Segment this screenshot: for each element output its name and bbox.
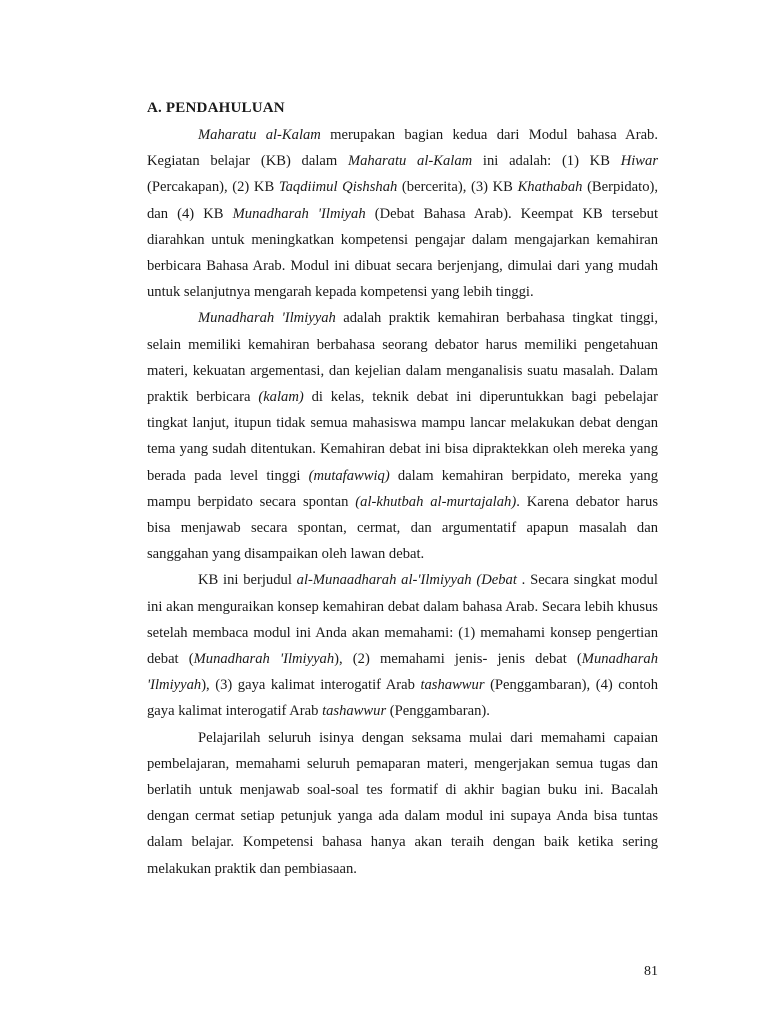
text-run: ), (2) memahami jenis- jenis debat ( [334,651,582,668]
italic-term: Munadharah 'Ilmiyyah [193,651,335,668]
text-run: (Debat Bahasa Arab). Keempat KB tersebut diarahkan untuk meningkatkan kompetensi pengajar dalam mengajarkan kemahiran berbicara Bahasa Arab. Modul ini dibuat secara berjenjang, dimulai dari yang mudah untuk selanjutnya mengarah kepada kompetensi yang lebih tinggi. [147,205,658,301]
italic-term: Hiwar [620,153,659,170]
paragraph-1 [147,122,658,305]
text-run: (bercerita), (3) KB [397,179,518,196]
text-run: ), (3) gaya kalimat interogatif Arab [201,677,421,694]
italic-term: Munadharah 'Ilmiyah [232,205,366,222]
italic-term: Munadharah 'Ilmiyyah [147,651,658,694]
section-heading: A. PENDAHULUAN [147,100,285,116]
italic-term: Khathabah [517,179,583,196]
italic-term: Munadharah 'Ilmiyyah [198,310,336,327]
italic-term: Taqdiimul Qishshah [278,179,398,196]
paragraph-4 [147,725,658,882]
text-run: . Secara singkat modul ini akan menguraikan konsep kemahiran debat dalam bahasa Arab. Secara lebih khusus setelah membaca modul ini Anda akan memahami: (1) memahami konsep pengertian debat ( [147,572,658,668]
italic-term: tashawwur [420,677,485,694]
text-run: . Karena debator harus bisa menjawab secara spontan, cermat, dan argumentatif apapun masalah dan sanggahan yang disampaikan oleh lawan debat. [147,493,659,563]
text-run: adalah praktik kemahiran berbahasa tingkat tinggi, selain memiliki kemahiran berbahasa seorang debator harus memiliki pengetahuan materi, kekuatan argementasi, dan kejelian dalam menganalisis suatu masalah. Dalam praktik berbicara [147,310,658,406]
italic-term: tashawwur [322,703,387,720]
page-number: 81 [644,964,658,979]
text-run: Pelajarilah seluruh isinya dengan seksama mulai dari memahami capaian pembelajaran, memahami seluruh pemaparan materi, mengerjakan semua tugas dan berlatih untuk menjawab soal-soal tes formatif di akhir bagian buku ini. Bacalah dengan cermat setiap petunjuk yanga ada dalam modul ini supaya Anda bisa tuntas dalam belajar. Kompetensi bahasa hanya akan teraih dengan baik ketika sering melakukan praktik dan pembiasaan. [147,729,658,877]
text-run: KB ini berjudul [198,572,297,589]
text-run: ini adalah: (1) KB [472,153,621,170]
text-run: merupakan bagian kedua dari Modul bahasa Arab. Kegiatan belajar (KB) dalam [147,127,659,170]
text-run: (Percakapan), (2) KB [147,179,279,196]
italic-term: Maharatu al-Kalam [347,153,473,170]
text-run: (Penggambaran), (4) contoh gaya kalimat interogatif Arab [147,677,658,720]
text-run: (Penggambaran). [386,703,490,720]
italic-term: Maharatu al-Kalam [198,127,321,143]
text-run: di kelas, teknik debat ini diperuntukkan bagi pebelajar tingkat lanjut, itupun tidak semua mahasiswa mampu lancar melakukan debat dengan tema yang sudah ditentukan. Kemahiran debat ini bisa dipraktekkan oleh mereka yang berada pada level tinggi [147,389,658,484]
body-text [147,122,658,882]
italic-term: (al-khutbah al-murtajalah) [355,493,517,510]
text-run: dalam kemahiran berpidato, mereka yang mampu berpidato secara spontan [147,467,658,510]
paragraph-3 [147,567,658,724]
text-run: (Berpidato), dan (4) KB [147,179,658,222]
italic-term: (kalam) [258,389,304,406]
italic-term: al-Munaadharah al-'Ilmiyyah (Debat [296,572,517,589]
paragraph-2 [147,305,658,567]
italic-term: (mutafawwiq) [308,467,390,484]
